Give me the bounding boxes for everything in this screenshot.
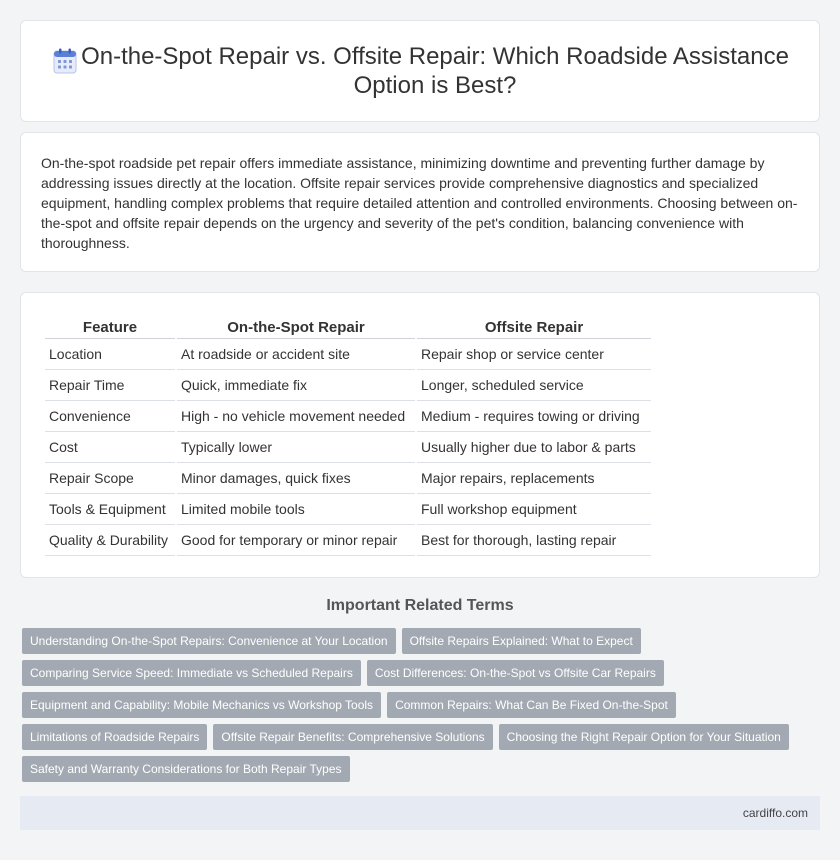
table-row (45, 370, 651, 401)
related-term-tag[interactable]: Safety and Warranty Considerations for Both Repair Types (22, 756, 350, 782)
column-header: Offsite Repair (417, 317, 651, 339)
table-cell: Minor damages, quick fixes (177, 463, 415, 494)
table-cell: Longer, scheduled service (417, 370, 651, 401)
table-cell: Location (45, 339, 175, 370)
table-cell: Convenience (45, 401, 175, 432)
column-header: Feature (45, 317, 175, 339)
table-cell: Cost (45, 432, 175, 463)
table-header-row (45, 317, 651, 339)
table-cell: Repair shop or service center (417, 339, 651, 370)
table-cell: Medium - requires towing or driving (417, 401, 651, 432)
page-title: On-the-Spot Repair vs. Offsite Repair: Which Roadside Assistance Option is Best? (81, 43, 789, 99)
table-row (45, 339, 651, 370)
related-term-tag[interactable]: Offsite Repair Benefits: Comprehensive Solutions (213, 724, 492, 750)
intro-paragraph: On-the-spot roadside pet repair offers immediate assistance, minimizing downtime and preventing further damage by addressing issues directly at the location. Offsite repair services provide comprehensive diagnostics and specialized equipment, handling complex problems that require detailed attention and controlled environments. Choosing between on-the-spot and offsite repair depends on the urgency and severity of the pet's condition, balancing convenience with thoroughness. (41, 155, 798, 251)
related-term-tag[interactable]: Choosing the Right Repair Option for Your Situation (499, 724, 789, 750)
table-row (45, 525, 651, 556)
table-cell: Repair Time (45, 370, 175, 401)
related-terms-title: Important Related Terms (326, 597, 514, 614)
table-cell: Typically lower (177, 432, 415, 463)
comparison-card (20, 292, 820, 578)
column-header: On-the-Spot Repair (177, 317, 415, 339)
table-row (45, 463, 651, 494)
table-row (45, 432, 651, 463)
table-row (45, 494, 651, 525)
table-cell: Best for thorough, lasting repair (417, 525, 651, 556)
table-row (45, 401, 651, 432)
header-card (20, 20, 820, 122)
table-cell: Repair Scope (45, 463, 175, 494)
related-term-tag[interactable]: Equipment and Capability: Mobile Mechanics vs Workshop Tools (22, 692, 381, 718)
table-cell: Usually higher due to labor & parts (417, 432, 651, 463)
table-cell: High - no vehicle movement needed (177, 401, 415, 432)
table-cell: Quick, immediate fix (177, 370, 415, 401)
table-cell: Major repairs, replacements (417, 463, 651, 494)
related-term-tag[interactable]: Understanding On-the-Spot Repairs: Convenience at Your Location (22, 628, 396, 654)
related-term-tag[interactable]: Common Repairs: What Can Be Fixed On-the-Spot (387, 692, 676, 718)
related-term-tag[interactable]: Comparing Service Speed: Immediate vs Scheduled Repairs (22, 660, 361, 686)
table-cell: Full workshop equipment (417, 494, 651, 525)
related-term-tag[interactable]: Cost Differences: On-the-Spot vs Offsite Car Repairs (367, 660, 664, 686)
intro-card (20, 132, 820, 272)
table-cell: Quality & Durability (45, 525, 175, 556)
table-cell: Good for temporary or minor repair (177, 525, 415, 556)
footer (20, 796, 820, 830)
related-term-tag[interactable]: Offsite Repairs Explained: What to Expect (402, 628, 641, 654)
footer-site-link[interactable]: cardiffo.com (742, 806, 808, 820)
related-terms-list (22, 628, 812, 782)
table-cell: Limited mobile tools (177, 494, 415, 525)
table-cell: At roadside or accident site (177, 339, 415, 370)
related-term-tag[interactable]: Limitations of Roadside Repairs (22, 724, 207, 750)
comparison-table (43, 317, 653, 556)
table-cell: Tools & Equipment (45, 494, 175, 525)
